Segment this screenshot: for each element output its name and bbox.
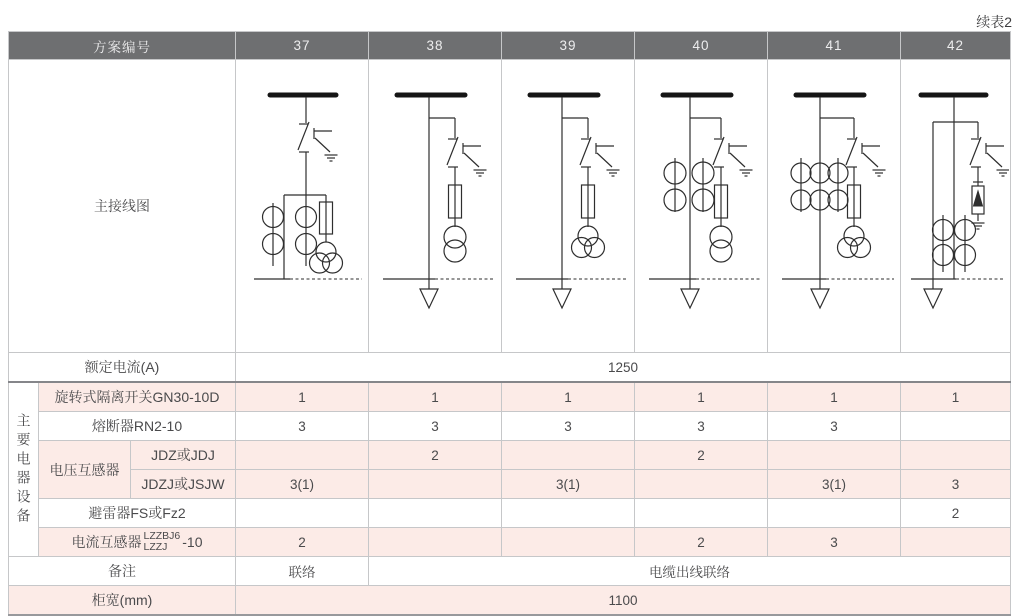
ct-model-stack [144,531,181,553]
cabinet-width-value: 1100 [236,586,1011,616]
vt-group-label: 电压互感器 [39,441,131,499]
equipment-label: 旋转式隔离开关GN30-10D [39,382,236,412]
equipment-row-ct [9,528,1011,557]
equipment-value: 1 [768,382,901,412]
equipment-value [369,528,502,557]
diagram-row [9,60,1011,353]
ct-model-bottom: LZZJ [143,541,168,553]
equipment-row-disconnector [9,382,1011,412]
equipment-value [635,470,768,499]
remark-value-37: 联络 [236,557,369,586]
header-scheme-38: 38 [369,32,502,60]
equipment-value: 3(1) [502,470,635,499]
wiring-diagram-38 [369,60,500,352]
remark-row [9,557,1011,586]
wiring-diagram-41 [768,60,899,352]
equipment-value [502,528,635,557]
header-scheme-41: 41 [768,32,901,60]
equipment-row-vt-jdzj [9,470,1011,499]
remark-value-38-42: 电缆出线联络 [369,557,1011,586]
cabinet-width-row [9,586,1011,616]
equipment-value: 2 [369,441,502,470]
header-scheme-40: 40 [635,32,768,60]
equipment-value: 2 [635,441,768,470]
equipment-value [236,441,369,470]
equipment-value [635,499,768,528]
ct-label-prefix: 电流互感器 [71,534,142,550]
header-scheme-39: 39 [502,32,635,60]
ct-label-suffix: -10 [182,534,203,550]
header-scheme-37: 37 [236,32,369,60]
equipment-label: 熔断器RN2-10 [39,412,236,441]
rated-current-label: 额定电流(A) [9,353,236,383]
wiring-diagram-37 [236,60,367,352]
equipment-value [502,499,635,528]
equipment-value: 3 [768,412,901,441]
equipment-value [901,412,1011,441]
equipment-value: 2 [236,528,369,557]
equipment-value [768,441,901,470]
rated-current-value: 1250 [236,353,1011,383]
equipment-group-label [9,382,39,557]
equipment-value: 2 [901,499,1011,528]
rated-current-row [9,353,1011,383]
equipment-label: JDZJ或JSJW [131,470,236,499]
equipment-label: JDZ或JDJ [131,441,236,470]
scheme-table [8,31,1011,616]
equipment-value: 1 [236,382,369,412]
wiring-diagram-40 [635,60,766,352]
equipment-value: 1 [502,382,635,412]
equipment-value: 3(1) [236,470,369,499]
equipment-value [369,499,502,528]
header-scheme-42: 42 [901,32,1011,60]
equipment-value: 1 [369,382,502,412]
equipment-value: 3 [768,528,901,557]
equipment-value: 3 [236,412,369,441]
equipment-value: 1 [901,382,1011,412]
equipment-row-arrester [9,499,1011,528]
equipment-row-vt-jdz [9,441,1011,470]
equipment-group-label-text: 主要电器设备 [15,412,32,527]
diagram-row-label: 主接线图 [9,60,236,353]
remark-label: 备注 [9,557,236,586]
equipment-value [236,499,369,528]
equipment-value: 3 [901,470,1011,499]
ct-model-top: LZZBJ6 [143,529,181,542]
wiring-diagram-39 [502,60,633,352]
continuation-label: 续表2 [976,14,1012,30]
equipment-value: 3 [635,412,768,441]
equipment-value [901,528,1011,557]
equipment-label: 避雷器FS或Fz2 [39,499,236,528]
equipment-value: 3(1) [768,470,901,499]
equipment-label-ct [39,528,236,557]
equipment-value: 3 [369,412,502,441]
equipment-value: 1 [635,382,768,412]
cabinet-width-label: 柜宽(mm) [9,586,236,616]
equipment-value [901,441,1011,470]
equipment-value: 3 [502,412,635,441]
equipment-value [369,470,502,499]
equipment-value [502,441,635,470]
header-row [9,32,1011,60]
header-scheme-number-label: 方案编号 [9,32,236,60]
equipment-row-fuse [9,412,1011,441]
equipment-value: 2 [635,528,768,557]
equipment-value [768,499,901,528]
wiring-diagram-42 [901,60,1009,352]
